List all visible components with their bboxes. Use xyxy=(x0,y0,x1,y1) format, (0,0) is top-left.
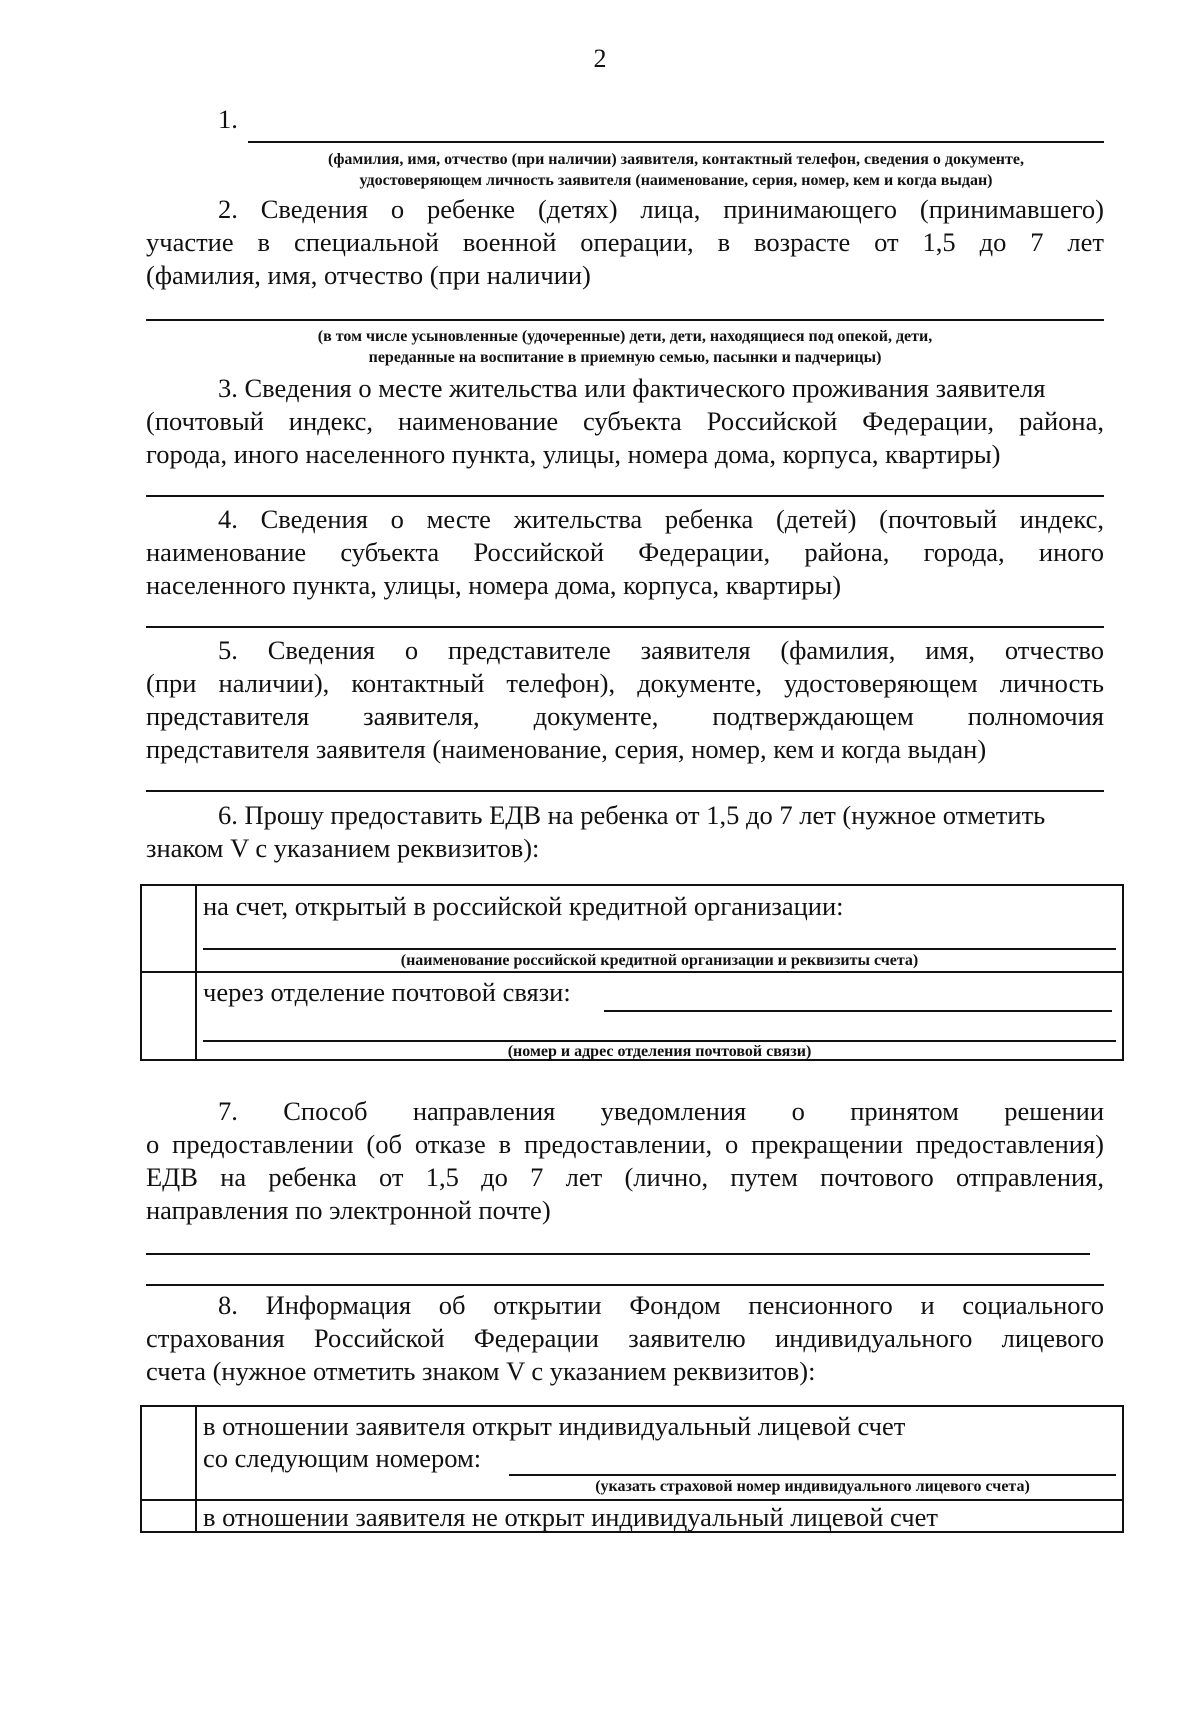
item4-line2: наименование субъекта Российской Федерации, района, города, иного xyxy=(146,537,1104,567)
account-opened-option-line1: в отношении заявителя открыт индивидуальный лицевой счет xyxy=(203,1411,906,1441)
item8-line1: 8. Информация об открытии Фондом пенсионного и социального xyxy=(218,1290,1104,1320)
page-number: 2 xyxy=(593,44,607,73)
item7-line4: направления по электронной почте) xyxy=(146,1195,551,1225)
post-office-note: (номер и адрес отделения почтовой связи) xyxy=(507,1043,812,1060)
item5-line4: представителя заявителя (наименование, серия, номер, кем и когда выдан) xyxy=(146,734,987,764)
account-not-opened-checkbox[interactable] xyxy=(142,1501,194,1531)
item7-line2: о предоставлении (об отказе в предоставлении, о прекращении предоставления) xyxy=(146,1129,1104,1159)
item7-input-line-1[interactable] xyxy=(146,1253,1090,1255)
item2-note-line2: переданные на воспитание в приемную семью, пасынки и падчерицы) xyxy=(368,349,882,366)
item1-note-line1: (фамилия, имя, отчество (при наличии) заявителя, контактный телефон, сведения о документе, xyxy=(328,151,1024,168)
item2-input-line[interactable] xyxy=(146,319,1104,321)
item6-line1: 6. Прошу предоставить ЕДВ на ребенка от 1,5 до 7 лет (нужное отметить xyxy=(218,800,1046,830)
item1-number: 1. xyxy=(218,104,238,134)
snils-note: (указать страховой номер индивидуального лицевого счета) xyxy=(595,1478,1030,1495)
bank-account-option-label: на счет, открытый в российской кредитной организации: xyxy=(203,891,844,921)
item5-line3: представителя заявителя, документе, подтверждающем полномочия xyxy=(146,701,1104,731)
item7-input-line-2[interactable] xyxy=(146,1284,1104,1286)
item5-line2: (при наличии), контактный телефон), документе, удостоверяющем личность xyxy=(146,668,1104,698)
item2-line3: (фамилия, имя, отчество (при наличии) xyxy=(146,260,591,290)
account-opened-checkbox[interactable] xyxy=(142,1407,194,1498)
post-office-option-label: через отделение почтовой связи: xyxy=(203,977,571,1007)
item3-line2: (почтовый индекс, наименование субъекта Российской Федерации, района, xyxy=(146,406,1104,436)
item1-note-line2: удостоверяющем личность заявителя (наименование, серия, номер, кем и когда выдан) xyxy=(359,172,993,189)
item3-line3: города, иного населенного пункта, улицы, номера дома, корпуса, квартиры) xyxy=(146,439,1001,469)
item3-line1: 3. Сведения о месте жительства или фактического проживания заявителя xyxy=(218,373,1046,403)
item5-input-line[interactable] xyxy=(146,790,1104,792)
account-not-opened-option-label: в отношении заявителя не открыт индивидуальный лицевой счет xyxy=(203,1502,938,1532)
bank-account-checkbox[interactable] xyxy=(142,886,194,970)
item8-line3: счета (нужное отметить знаком V с указанием реквизитов): xyxy=(146,1356,816,1386)
item7-line1: 7. Способ направления уведомления о принятом решении xyxy=(218,1096,1104,1126)
item2-note-line1: (в том числе усыновленные (удочеренные) дети, дети, находящиеся под опекой, дети, xyxy=(317,328,933,345)
item2-line1: 2. Сведения о ребенке (детях) лица, принимающего (принимавшего) xyxy=(218,194,1104,224)
account-opened-option-line2: со следующим номером: xyxy=(203,1443,482,1473)
item3-input-line[interactable] xyxy=(146,495,1104,497)
item1-input-line[interactable] xyxy=(248,141,1104,143)
item4-line1: 4. Сведения о месте жительства ребенка (детей) (почтовый индекс, xyxy=(218,504,1104,534)
account-table-divider xyxy=(195,1405,197,1533)
bank-details-note: (наименование российской кредитной организации и реквизиты счета) xyxy=(400,952,919,969)
item4-input-line[interactable] xyxy=(146,626,1104,628)
post-office-checkbox[interactable] xyxy=(142,973,194,1059)
item6-line2: знаком V с указанием реквизитов): xyxy=(146,833,540,863)
item7-line3: ЕДВ на ребенка от 1,5 до 7 лет (лично, путем почтового отправления, xyxy=(146,1162,1104,1192)
item4-line3: населенного пункта, улицы, номера дома, корпуса, квартиры) xyxy=(146,570,842,600)
item8-line2: страхования Российской Федерации заявителю индивидуального лицевого xyxy=(146,1323,1104,1353)
post-office-input-line-1[interactable] xyxy=(604,1010,1112,1012)
item5-line1: 5. Сведения о представителе заявителя (фамилия, имя, отчество xyxy=(218,635,1104,665)
item2-line2: участие в специальной военной операции, в возрасте от 1,5 до 7 лет xyxy=(146,227,1104,257)
payment-table-row-divider xyxy=(140,971,1124,973)
